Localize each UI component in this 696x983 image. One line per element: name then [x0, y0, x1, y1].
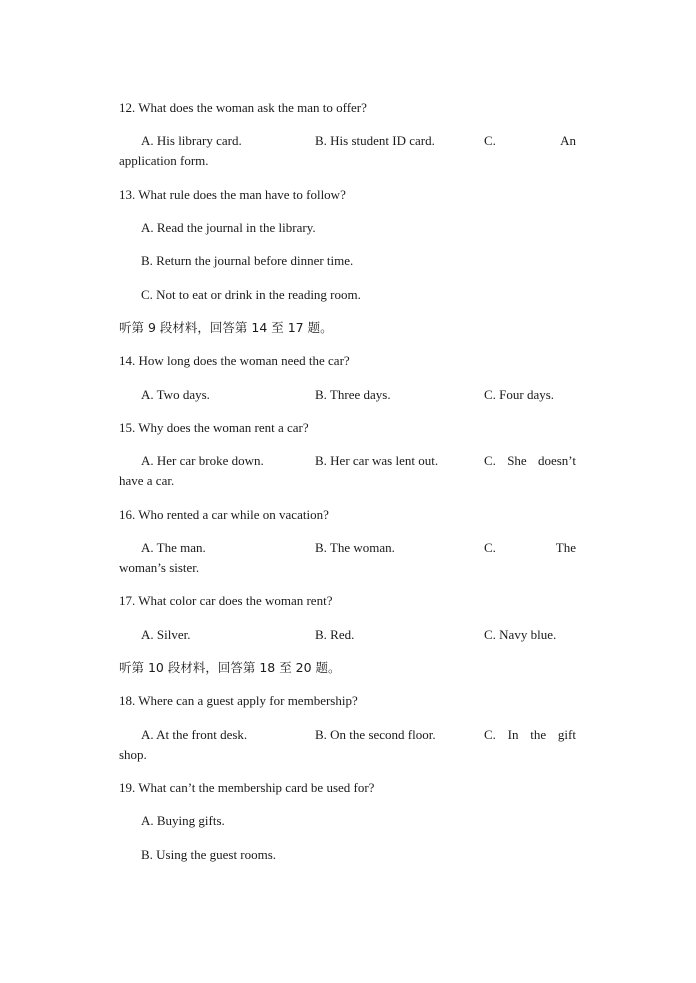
- question-12-options: [141, 132, 576, 149]
- q13-option-b: B. Return the journal before dinner time.: [141, 253, 354, 268]
- q13-option-c: C. Not to eat or drink in the reading room.: [141, 287, 361, 302]
- question-18-stem: 18. Where can a guest apply for membership?: [119, 693, 358, 708]
- question-14-stem: 14. How long does the woman need the car?: [119, 353, 350, 368]
- q15-option-c-word-1: She: [507, 453, 527, 468]
- q16-option-c-text-start: The: [555, 540, 576, 555]
- question-15-stem: 15. Why does the woman rent a car?: [119, 420, 309, 435]
- q19-option-a: A. Buying gifts.: [141, 813, 225, 828]
- question-13-stem: 13. What rule does the man have to follow?: [119, 187, 346, 202]
- q17-option-a: A. Silver.: [141, 627, 191, 642]
- q16-option-c: [484, 539, 576, 556]
- q12-option-a: A. His library card.: [141, 133, 242, 148]
- question-17-stem: 17. What color car does the woman rent?: [119, 593, 333, 608]
- question-14-options: [141, 386, 576, 403]
- q13-option-a: A. Read the journal in the library.: [141, 220, 316, 235]
- question-12-stem: 12. What does the woman ask the man to offer?: [119, 100, 367, 115]
- q18-option-c: [484, 726, 576, 743]
- question-16-options: [141, 539, 576, 556]
- q17-option-b: B. Red.: [315, 627, 355, 642]
- question-19-stem: 19. What can’t the membership card be used for?: [119, 780, 375, 795]
- q18-option-c-word-1: In: [507, 727, 519, 742]
- section-9-heading: 听第 9 段材料，回答第 14 至 17 题。: [119, 320, 333, 335]
- q15-option-c-letter: C.: [484, 453, 496, 468]
- q14-option-c: C. Four days.: [484, 387, 555, 402]
- q12-option-c-letter: C.: [484, 133, 496, 148]
- q12-option-c-continued: application form.: [119, 153, 209, 168]
- q15-option-b: B. Her car was lent out.: [315, 453, 439, 468]
- q16-option-c-letter: C.: [484, 540, 496, 555]
- q12-option-b: B. His student ID card.: [315, 133, 435, 148]
- section-10-heading: 听第 10 段材料，回答第 18 至 20 题。: [119, 660, 341, 675]
- q18-option-b: B. On the second floor.: [315, 727, 436, 742]
- q17-option-c: C. Navy blue.: [484, 627, 557, 642]
- q18-option-c-word-3: gift: [557, 727, 576, 742]
- q18-option-c-continued: shop.: [119, 747, 147, 762]
- q15-option-c: [484, 452, 576, 469]
- question-17-options: [141, 626, 576, 643]
- q16-option-c-continued: woman’s sister.: [119, 560, 200, 575]
- q18-option-a: A. At the front desk.: [141, 727, 248, 742]
- q16-option-a: A. The man.: [141, 540, 206, 555]
- q19-option-b: B. Using the guest rooms.: [141, 847, 277, 862]
- q15-option-a: A. Her car broke down.: [141, 453, 264, 468]
- q14-option-a: A. Two days.: [141, 387, 210, 402]
- q18-option-c-letter: C.: [484, 727, 496, 742]
- q12-option-c-text-start: An: [560, 133, 576, 148]
- question-15-options: [141, 452, 576, 469]
- q15-option-c-word-2: doesn’t: [537, 453, 576, 468]
- question-18-options: [141, 726, 576, 743]
- q12-option-c: [484, 132, 576, 149]
- question-16-stem: 16. Who rented a car while on vacation?: [119, 507, 329, 522]
- q16-option-b: B. The woman.: [315, 540, 395, 555]
- q14-option-b: B. Three days.: [315, 387, 391, 402]
- q15-option-c-continued: have a car.: [119, 473, 175, 488]
- q18-option-c-word-2: the: [530, 727, 547, 742]
